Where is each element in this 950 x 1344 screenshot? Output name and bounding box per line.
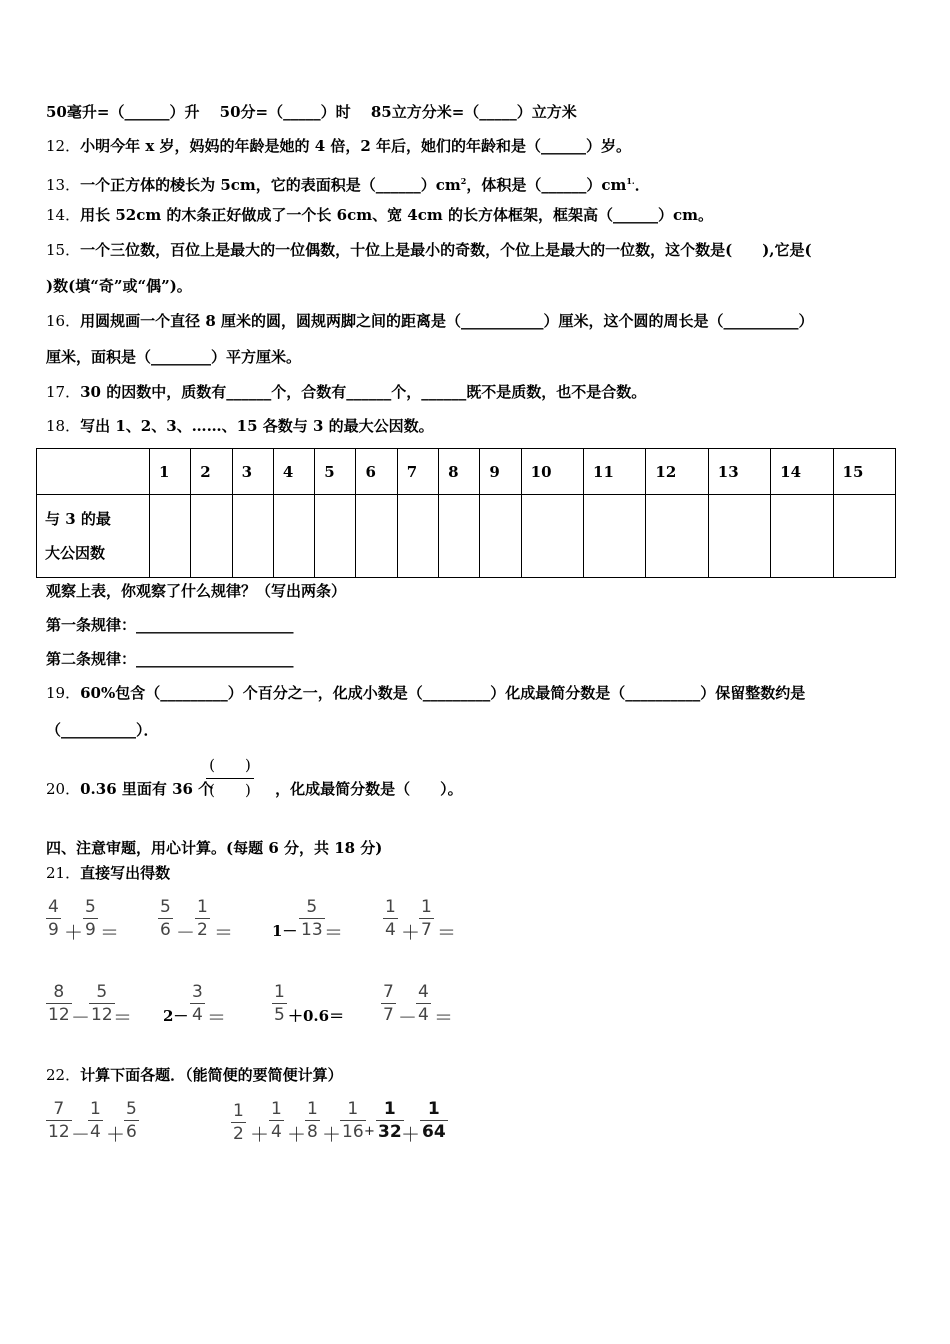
fraction: $\frac{1}{4}$ [385,897,396,940]
table-header-cell: 13 [708,449,770,495]
operator: － [398,1007,418,1029]
table-header-cell: 11 [584,449,646,495]
q-text: 计算下面各题．（能简便的要简便计算） [80,1066,343,1084]
table-header-cell: 1 [150,449,191,495]
fraction: $\frac{1}{16}$ [342,1099,364,1142]
q-text-line1: 一个三位数，百位上是最大的一位偶数，十位上是最小的奇数，个位上是最大的一位数，这个数是( ),它是( [80,241,812,259]
fraction: $\frac{7}{7}$ [383,982,394,1025]
question-21 [46,863,170,883]
q-text: 30 的因数中，质数有______个，合数有______个，______既不是质数，也不是合数。 [80,383,647,401]
sup-b: 1. [626,176,635,186]
fraction: $\frac{1}{2}$ [233,1101,244,1144]
expr-lead: 2－ [163,1007,189,1025]
question-19 [46,683,805,703]
equals: ＝ [214,922,234,944]
table-header-cell: 12 [646,449,708,495]
row-label [37,495,150,578]
q-text-c: ． [634,176,650,194]
table-header-cell: 2 [191,449,232,495]
question-20 [46,779,463,799]
blank-denominator: ( ) [206,778,254,800]
answer-cell[interactable] [273,495,314,578]
answer-cell[interactable] [708,495,770,578]
table-header-cell: 3 [232,449,273,495]
q-text-a: 0.36 里面有 36 个 [80,780,214,798]
expr-lead: 1－ [272,922,298,940]
q-number: 12． [46,137,81,155]
table-header-cell: 6 [356,449,397,495]
q-number: 15． [46,241,81,259]
operator: ＋ [401,1124,421,1146]
operator: + [364,1124,375,1139]
sup-a: 2 [460,176,467,186]
q-number: 13． [46,176,81,194]
fraction: $\frac{1}{5}$ [274,982,285,1025]
question-16 [46,311,813,331]
fraction: $\frac{1}{4}$ [90,1099,101,1142]
operator: ＋ [250,1124,270,1146]
fraction: $\frac{5}{9}$ [85,897,96,940]
equals: ＝ [100,922,120,944]
fraction: $\frac{4}{4}$ [418,982,429,1025]
operator: － [71,1124,91,1146]
table-header-cell: 4 [273,449,314,495]
operator: ＋ [106,1124,126,1146]
equals: ＝ [113,1007,133,1029]
question-15-line2: )数(填“奇”或“偶”)。 [46,277,192,295]
table-header-cell: 5 [315,449,356,495]
answer-cell[interactable] [232,495,273,578]
fraction: $\frac{7}{12}$ [48,1099,70,1142]
observe-prompt: 观察上表，你观察了什么规律？（写出两条） [46,582,347,600]
q-text: 写出 1、2、3、……、15 各数与 3 的最大公因数。 [80,417,434,435]
blank-fraction [206,754,254,800]
q-number: 21． [46,864,81,882]
fraction: $\frac{5}{6}$ [160,897,171,940]
question-22 [46,1065,343,1085]
q-text-b: ，化成最简分数是（ ）。 [275,780,463,798]
table-header-cell: 14 [771,449,833,495]
equals: ＝ [324,922,344,944]
fraction: $\frac{1}{8}$ [307,1099,318,1142]
table-header-cell: 8 [439,449,480,495]
q-number: 22． [46,1066,81,1084]
q-number: 16． [46,312,81,330]
gcd-table [36,448,896,578]
answer-cell[interactable] [521,495,583,578]
q-text-line1: 60%包含（_________）个百分之一，化成小数是（_________）化成最简分数是（__________）保留整数约是 [80,684,806,702]
equals: ＝ [207,1007,227,1029]
table-answer-row [37,495,896,578]
question-14 [46,205,713,225]
question-15 [46,240,812,260]
section-4-heading: 四、注意审题，用心计算。(每题 6 分，共 18 分) [46,839,383,857]
q-text-a: 一个正方体的棱长为 5cm，它的表面积是（______）cm [80,176,461,194]
q11-tail: 50毫升=（______）升 50分=（_____）时 85立方分米=（_____）立方米 [46,103,577,121]
fraction: $\frac{5}{13}$ [301,897,323,940]
fraction: $\frac{8}{12}$ [48,982,70,1025]
answer-cell[interactable] [771,495,833,578]
table-header-cell: 15 [833,449,895,495]
question-17 [46,382,646,402]
q-text-b: ，体积是（______）cm [466,176,627,194]
operator: ＋ [401,922,421,944]
fraction: $\frac{1}{32}$ [378,1099,402,1142]
question-19-line2: （__________）． [46,721,159,739]
row-label-line1: 与 3 的最 [45,510,111,528]
fraction: $\frac{5}{12}$ [91,982,113,1025]
answer-cell[interactable] [397,495,438,578]
q-number: 14． [46,206,81,224]
answer-cell[interactable] [584,495,646,578]
answer-cell[interactable] [191,495,232,578]
fraction: $\frac{5}{6}$ [126,1099,137,1142]
q-text-line1: 用圆规画一个直径 8 厘米的圆，圆规两脚之间的距离是（___________）厘米，这个圆的周长是（__________） [80,312,814,330]
fraction: $\frac{1}{7}$ [421,897,432,940]
table-header-cell: 10 [521,449,583,495]
equals: ＝ [437,922,457,944]
q-text: 直接写出得数 [80,864,171,882]
q-text: 小明今年 x 岁，妈妈的年龄是她的 4 倍，2 年后，她们的年龄和是（______）岁。 [80,137,632,155]
operator: ＋ [287,1124,307,1146]
table-header-cell: 9 [480,449,521,495]
expr-tail: ＋0.6＝ [288,1007,345,1025]
answer-cell[interactable] [480,495,521,578]
q-number: 18． [46,417,81,435]
answer-cell[interactable] [356,495,397,578]
table-header-cell: 7 [397,449,438,495]
equals: ＝ [434,1007,454,1029]
blank-numerator: ( ) [209,756,251,774]
answer-cell[interactable] [315,495,356,578]
rule-1: 第一条规律：_____________________ [46,616,294,634]
fraction: $\frac{1}{2}$ [197,897,208,940]
answer-cell[interactable] [646,495,708,578]
question-18 [46,416,434,436]
operator: ＋ [322,1124,342,1146]
row-label-line2: 大公因数 [45,544,106,562]
rule-2: 第二条规律：_____________________ [46,650,294,668]
q-number: 17． [46,383,81,401]
answer-cell[interactable] [833,495,895,578]
operator: ＋ [64,922,84,944]
operator: － [71,1007,91,1029]
answer-cell[interactable] [150,495,191,578]
q-number: 20． [46,780,81,798]
question-16-line2: 厘米，面积是（________）平方厘米。 [46,348,302,366]
fraction: $\frac{4}{9}$ [48,897,59,940]
operator: － [176,922,196,944]
question-12 [46,136,631,156]
fraction: $\frac{1}{64}$ [422,1099,446,1142]
table-corner-cell [37,449,150,495]
fraction: $\frac{1}{4}$ [271,1099,282,1142]
q-number: 19． [46,684,81,702]
table-header-row [37,449,896,495]
q-text: 用长 52cm 的木条正好做成了一个长 6cm、宽 4cm 的长方体框架，框架高（______）cm。 [80,206,713,224]
fraction: $\frac{3}{4}$ [192,982,203,1025]
answer-cell[interactable] [439,495,480,578]
question-13 [46,171,650,195]
